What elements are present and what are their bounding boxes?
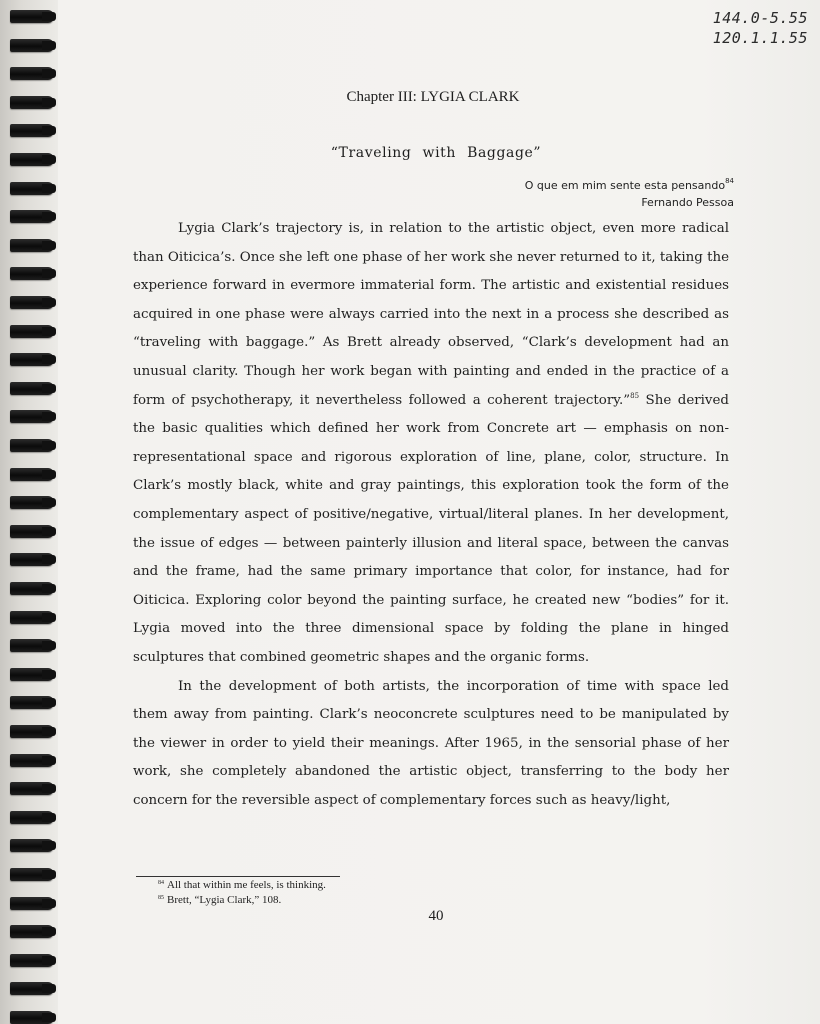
binding-ring	[10, 811, 54, 824]
binding-ring	[10, 496, 54, 509]
binding-ring	[10, 639, 54, 652]
binding-ring	[10, 468, 54, 481]
epigraph-author: Fernando Pessoa	[641, 196, 734, 209]
binding-ring	[10, 525, 54, 538]
binding-ring	[10, 954, 54, 967]
binding-ring	[10, 696, 54, 709]
binding-ring	[10, 67, 54, 80]
binding-ring	[10, 353, 54, 366]
binding-ring	[10, 210, 54, 223]
binding-ring	[10, 839, 54, 852]
handwritten-catalog-note	[698, 8, 808, 48]
footnote-ref-85: 85	[630, 391, 640, 400]
binding-ring	[10, 439, 54, 452]
binding-ring	[10, 553, 54, 566]
page-number: 40	[428, 908, 444, 924]
binding-ring	[10, 868, 54, 881]
binding-ring	[10, 182, 54, 195]
footnote-number: 84	[158, 880, 164, 886]
binding-ring	[10, 754, 54, 767]
handwritten-line-2: 120.1.1.55	[712, 29, 808, 47]
handwritten-line-1: 144.0-5.55	[712, 9, 808, 27]
section-title: “Traveling with Baggage”	[330, 145, 542, 161]
binding-ring	[10, 668, 54, 681]
footnote-85	[158, 893, 326, 908]
binding-ring	[10, 124, 54, 137]
binding-ring	[10, 239, 54, 252]
epigraph-quote	[525, 177, 734, 194]
binding-ring	[10, 382, 54, 395]
epigraph	[525, 177, 734, 211]
footnotes	[158, 878, 326, 908]
binding-ring	[10, 582, 54, 595]
footnote-number: 85	[158, 895, 164, 901]
footnote-divider	[136, 876, 340, 877]
epigraph-text: O que em mim sente esta pensando	[524, 179, 726, 192]
binding-ring	[10, 1011, 54, 1024]
binding-ring	[10, 325, 54, 338]
binding-ring	[10, 782, 54, 795]
footnote-text: All that within me feels, is thinking.	[167, 879, 326, 891]
binding-ring	[10, 267, 54, 280]
chapter-title: Chapter III: LYGIA CLARK	[346, 89, 520, 105]
paragraph-1	[133, 215, 729, 673]
binding-ring	[10, 611, 54, 624]
paragraph-2: In the development of both artists, the incorporation of time with space led them away from painting. Clark’s neoconcrete sculptures need to be manipulated by the viewer in order to yield their meanings. After 1965, in the sensorial phase of her work, she completely abandoned the artistic object, transferring to the body her concern for the reversible aspect of complementary forces such as heavy/light,	[133, 678, 729, 808]
binding-ring	[10, 725, 54, 738]
binding-ring	[10, 410, 54, 423]
binding-ring	[10, 982, 54, 995]
binding-ring	[10, 296, 54, 309]
footnote-84	[158, 878, 326, 893]
body-text	[133, 215, 729, 815]
paragraph-1-part-1: Lygia Clark’s trajectory is, in relation to the artistic object, even more radical than Oiticica’s. Once she left one phase of her work she never returned to it, taking the experience forward in evermore immaterial form. The artistic and existential residues acquired in one phase were always carried into the next in a process she described as “traveling with baggage.” As Brett already observed, “Clark’s development had an unusual clarity. Though her work began with painting and ended in the practice of a form of psychotherapy, it nevertheless followed a coherent trajectory.”	[133, 221, 729, 408]
binding-ring	[10, 925, 54, 938]
binding-ring	[10, 10, 54, 23]
paragraph-1-part-2: She derived the basic qualities which defined her work from Concrete art — emphasis on non-representational space and rigorous exploration of line, plane, color, structure. In Clark’s mostly black, white and gray paintings, this exploration took the form of the complementary aspect of positive/negative, virtual/literal planes. In her development, the issue of edges — between painterly illusion and literal space, between the canvas and the frame, had the same primary importance that color, for instance, had for Oiticica. Exploring color beyond the painting surface, he created new “bodies” for it. Lygia moved into the three dimensional space by folding the plane in hinged sculptures that combined geometric shapes and the organic forms.	[133, 392, 729, 665]
footnote-text: Brett, “Lygia Clark,” 108.	[167, 894, 282, 906]
binding-ring	[10, 39, 54, 52]
footnote-ref-84: 84	[725, 177, 734, 185]
